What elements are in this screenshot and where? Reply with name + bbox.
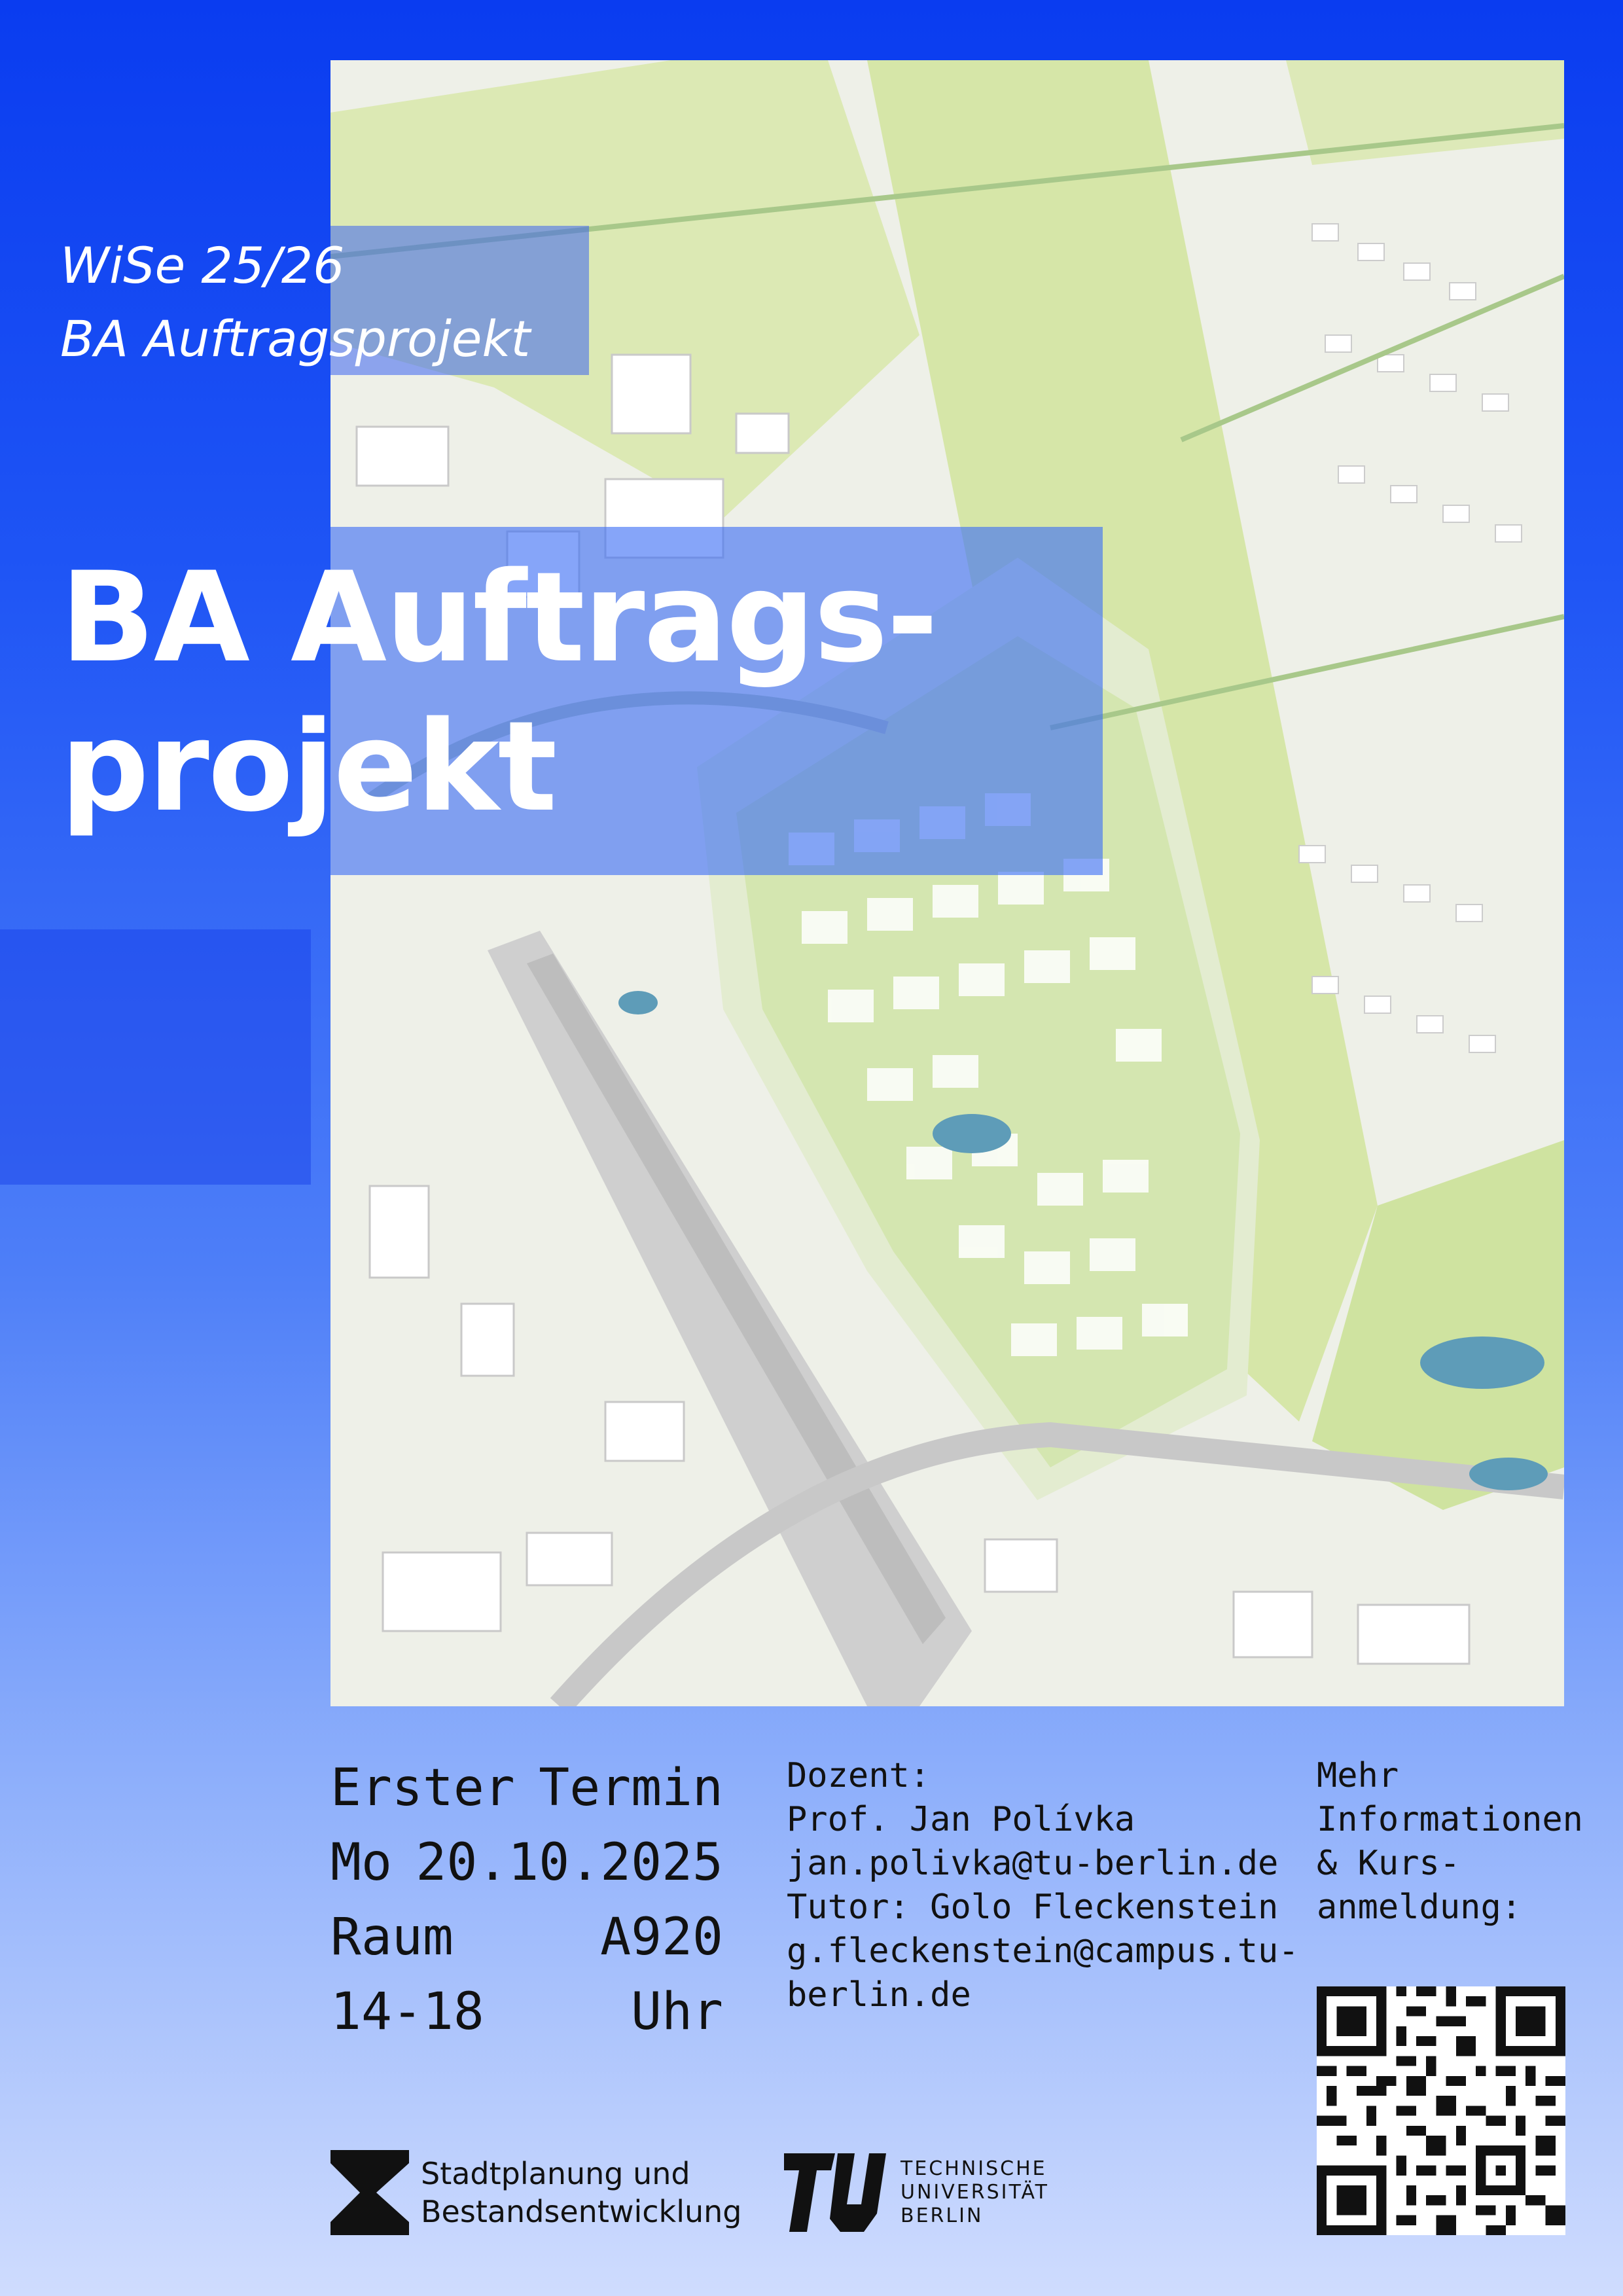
- qr-code-icon: [1317, 1986, 1565, 2235]
- more-info-line-4: anmeldung:: [1317, 1888, 1522, 1927]
- page-title: [60, 543, 937, 842]
- more-info-line-3: & Kurs-: [1317, 1844, 1461, 1883]
- tu-line-1: TECHNISCHE: [901, 2157, 1047, 2180]
- more-info: [1317, 1754, 1583, 1929]
- chair-name-line-2: Bestandsentwicklung: [421, 2194, 742, 2229]
- tu-line-3: BERLIN: [901, 2204, 984, 2227]
- session-date: 20.10.2025: [416, 1833, 723, 1892]
- session-room: A920: [600, 1908, 723, 1967]
- session-heading-row: [330, 1751, 723, 1825]
- more-info-line-2: Informationen: [1317, 1800, 1583, 1839]
- tutor-email-link-part-2[interactable]: berlin.de: [787, 1975, 971, 2015]
- dozent-email-link[interactable]: jan.polivka@tu-berlin.de: [787, 1844, 1279, 1883]
- dozent-name: Prof. Jan Polívka: [787, 1800, 1135, 1839]
- session-time-row: [330, 1975, 723, 2049]
- dozent-label: Dozent:: [787, 1756, 931, 1795]
- session-time: 14-18: [330, 1982, 484, 2041]
- chair-logo: [330, 2150, 741, 2235]
- tutor-line: Tutor: Golo Fleckenstein: [787, 1888, 1279, 1927]
- page-title-line-1: BA Auftrags-: [60, 545, 937, 690]
- tu-berlin-logo-text: [901, 2157, 1049, 2228]
- semester-line-2: BA Auftragsprojekt: [60, 310, 531, 368]
- tu-berlin-logo: [784, 2153, 1049, 2232]
- contact-info: [787, 1754, 1299, 2017]
- session-heading-left: Erster: [330, 1759, 515, 1818]
- session-room-label: Raum: [330, 1908, 454, 1967]
- semester-line-1: WiSe 25/26: [60, 236, 345, 295]
- session-room-row: [330, 1900, 723, 1975]
- tu-line-2: UNIVERSITÄT: [901, 2181, 1049, 2204]
- session-weekday: Mo: [330, 1833, 392, 1892]
- decorative-blue-block: [0, 929, 311, 1185]
- tutor-email-link-part-1[interactable]: g.fleckenstein@campus.tu-: [787, 1931, 1299, 1971]
- semester-label: [60, 229, 530, 376]
- chair-logo-icon: [330, 2150, 409, 2235]
- tu-berlin-logo-icon: [784, 2153, 889, 2232]
- registration-qr-code[interactable]: [1317, 1986, 1565, 2235]
- session-heading-right: Termin: [539, 1759, 723, 1818]
- chair-name-line-1: Stadtplanung und: [421, 2156, 690, 2191]
- session-time-unit: Uhr: [631, 1982, 723, 2041]
- page-title-line-2: projekt: [60, 694, 556, 839]
- chair-logo-text: [421, 2155, 741, 2231]
- first-session-info: [330, 1751, 723, 2049]
- session-date-row: [330, 1825, 723, 1900]
- more-info-line-1: Mehr: [1317, 1756, 1399, 1795]
